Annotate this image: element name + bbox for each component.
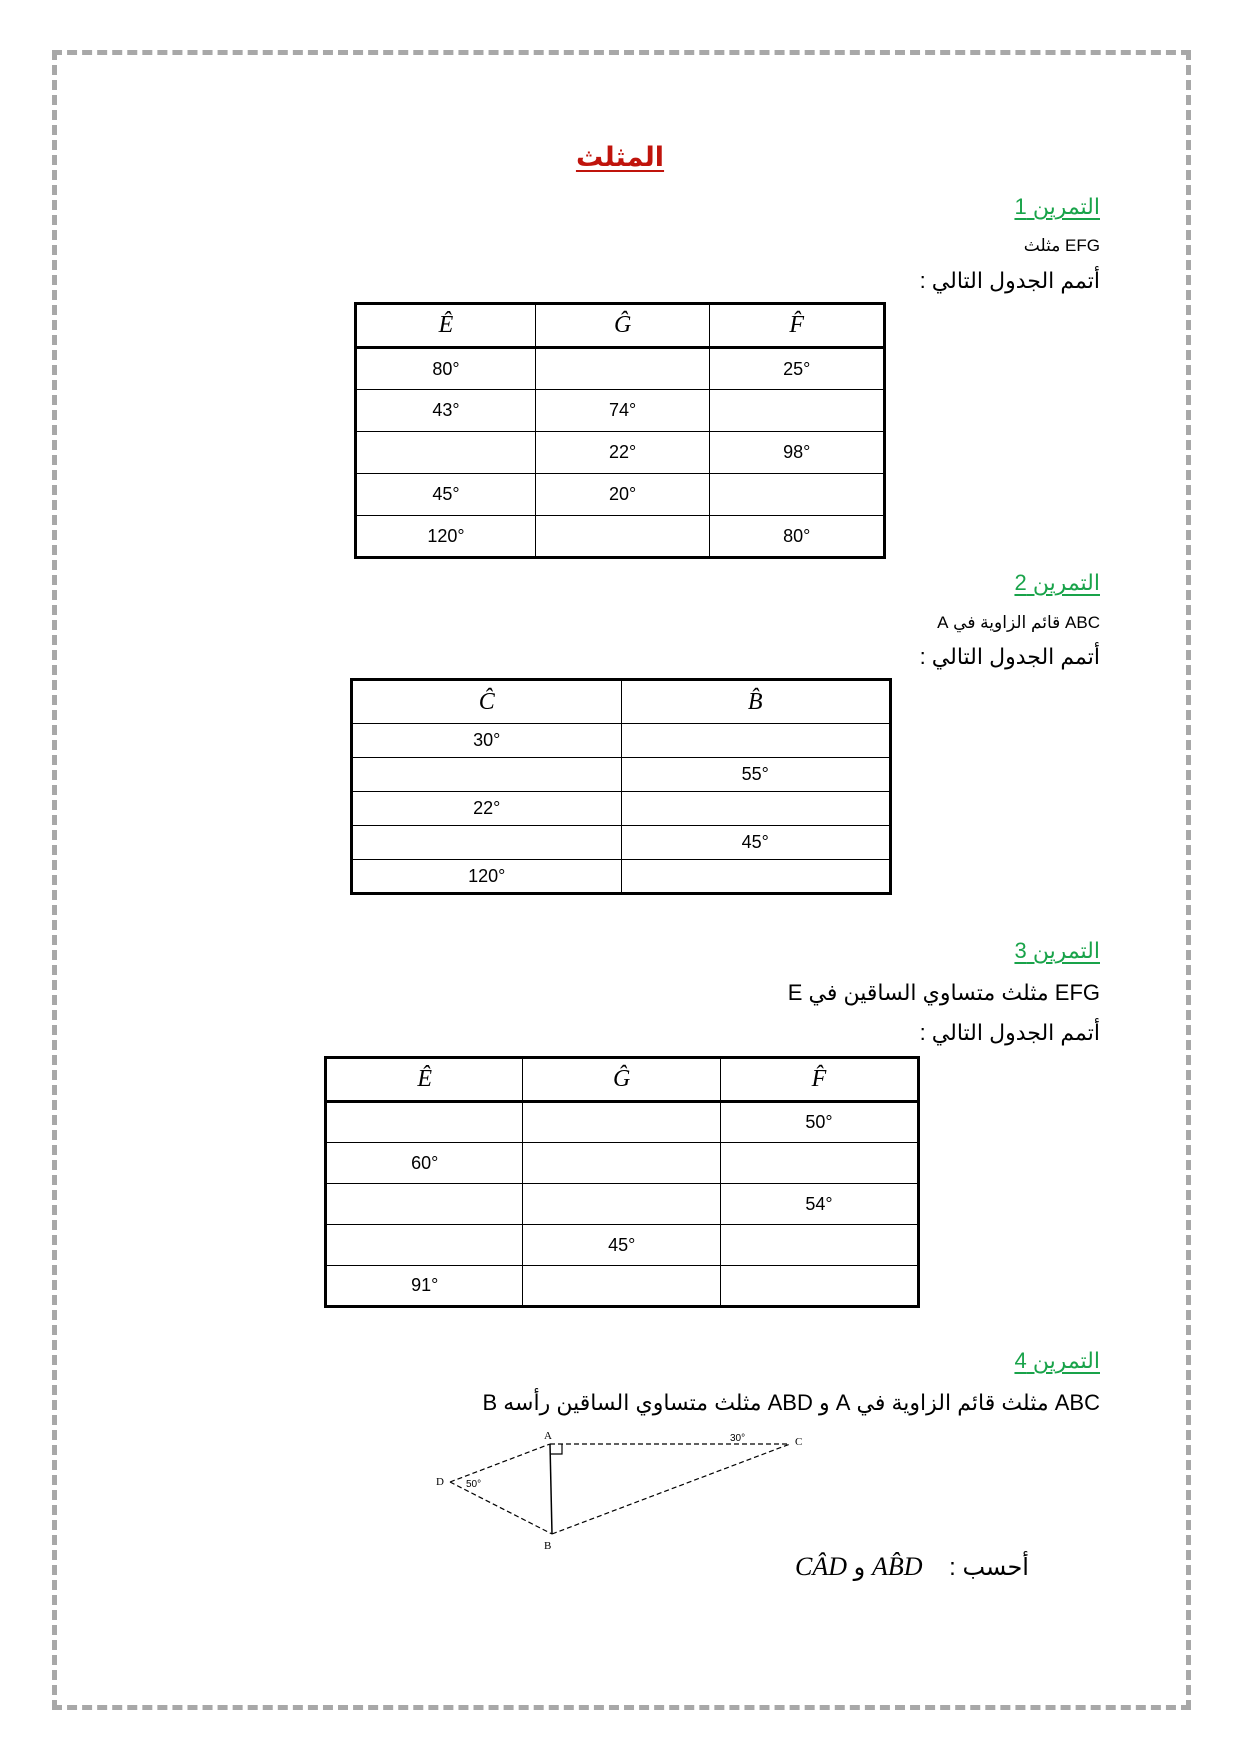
exercise-4-heading: التمرين 4: [1014, 1348, 1100, 1373]
segment-ab: [550, 1444, 552, 1534]
exercise-2-table: [350, 678, 892, 895]
table-cell: 91°: [326, 1266, 523, 1307]
table-cell: [326, 1225, 523, 1266]
table-cell: [710, 390, 885, 432]
table-cell: [621, 792, 891, 826]
table-cell: [326, 1102, 523, 1143]
header-cell: F̂: [720, 1058, 918, 1102]
header-cell: Ĝ: [535, 304, 710, 348]
table-cell: 45°: [356, 474, 536, 516]
header-cell: Ĉ: [352, 680, 622, 724]
table-cell: 74°: [535, 390, 710, 432]
table-cell: [326, 1184, 523, 1225]
table-cell: [535, 348, 710, 390]
table-cell: [523, 1184, 720, 1225]
table-cell: 43°: [356, 390, 536, 432]
table-cell: [523, 1143, 720, 1184]
exercise-1-instruction: أتمم الجدول التالي :: [919, 268, 1100, 293]
exercise-3-given: EFG مثلث متساوي الساقين في E: [787, 980, 1100, 1005]
expression-cad: CÂD: [795, 1552, 847, 1581]
table-cell: [352, 758, 622, 792]
vertex-label-b: B: [544, 1540, 552, 1552]
table-cell: 20°: [535, 474, 710, 516]
table-cell: [720, 1143, 918, 1184]
table-cell: 50°: [720, 1102, 918, 1143]
expression-abd: AB̂D: [871, 1552, 923, 1581]
exercise-3-heading: التمرين 3: [1014, 938, 1100, 963]
table-cell: [523, 1266, 720, 1307]
exercise-1-given: EFG مثلث: [1023, 236, 1100, 255]
header-cell: Ê: [326, 1058, 523, 1102]
exercise-1-table: [354, 302, 886, 559]
vertex-label-d: D: [436, 1476, 444, 1488]
table-cell: [710, 474, 885, 516]
table-cell: 55°: [621, 758, 891, 792]
right-angle-mark: [550, 1444, 562, 1454]
table-cell: 80°: [356, 348, 536, 390]
table-cell: 120°: [356, 516, 536, 558]
table-cell: 25°: [710, 348, 885, 390]
table-cell: 98°: [710, 432, 885, 474]
angle-label-d: 50°: [466, 1479, 482, 1490]
page-title: المثلث: [575, 142, 665, 172]
exercise-2-instruction: أتمم الجدول التالي :: [919, 644, 1100, 669]
header-cell: Ĝ: [523, 1058, 720, 1102]
table-cell: [523, 1102, 720, 1143]
header-cell: Ê: [356, 304, 536, 348]
table-cell: [352, 826, 622, 860]
table-cell: 54°: [720, 1184, 918, 1225]
exercise-2-heading: التمرين 2: [1014, 570, 1100, 595]
table-cell: [621, 860, 891, 894]
exercise-3-table: [324, 1056, 920, 1308]
vertex-label-c: C: [795, 1436, 803, 1448]
table-cell: [535, 516, 710, 558]
header-cell: B̂: [621, 680, 891, 724]
table-cell: [720, 1225, 918, 1266]
table-cell: 45°: [523, 1225, 720, 1266]
vertex-label-a: A: [544, 1430, 552, 1442]
table-cell: [356, 432, 536, 474]
exercise-1-heading: التمرين 1: [1014, 194, 1100, 219]
exercise-4-given: ABC مثلث قائم الزاوية في A و ABD مثلث متساوي الساقين رأسه B: [482, 1390, 1100, 1415]
table-cell: 120°: [352, 860, 622, 894]
exercise-2-given: ABC قائم الزاوية في A: [937, 613, 1100, 632]
angle-label-c: 30°: [730, 1433, 746, 1444]
table-cell: [621, 724, 891, 758]
table-cell: 22°: [535, 432, 710, 474]
and-word: و: [853, 1554, 866, 1581]
segment-da: [450, 1444, 550, 1482]
segment-bc: [552, 1444, 790, 1534]
compute-line: [795, 1552, 1029, 1582]
table-cell: 60°: [326, 1143, 523, 1184]
exercise-3-instruction: أتمم الجدول التالي :: [919, 1020, 1100, 1045]
table-cell: 45°: [621, 826, 891, 860]
table-cell: 22°: [352, 792, 622, 826]
table-cell: 80°: [710, 516, 885, 558]
table-cell: [720, 1266, 918, 1307]
header-cell: F̂: [710, 304, 885, 348]
compute-label: أحسب :: [949, 1554, 1029, 1581]
table-cell: 30°: [352, 724, 622, 758]
triangle-figure: [430, 1428, 830, 1553]
